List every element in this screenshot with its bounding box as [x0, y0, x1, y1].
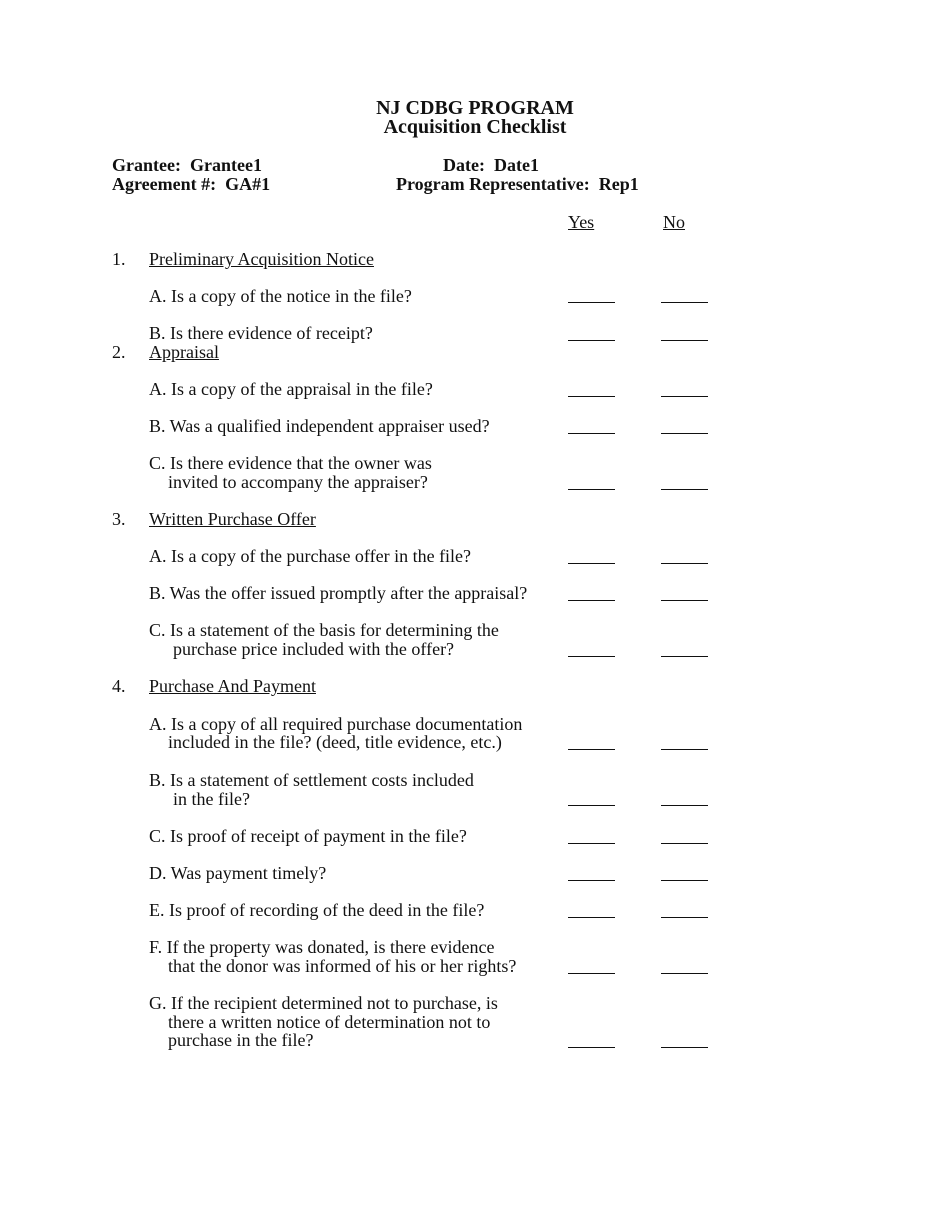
section-title: Preliminary Acquisition Notice [149, 249, 374, 269]
no-answer-blank[interactable] [661, 805, 708, 806]
question-text: B. Is there evidence of receipt? [149, 323, 373, 343]
grantee-value: Grantee1 [189, 155, 262, 175]
yes-answer-blank[interactable] [568, 749, 615, 750]
question-text: there a written notice of determination not to [168, 1012, 491, 1032]
question-text: C. Is there evidence that the owner was [149, 453, 432, 473]
program-representative-field [396, 175, 639, 193]
section-title: Purchase And Payment [149, 676, 316, 696]
yes-answer-blank[interactable] [568, 805, 615, 806]
no-answer-blank[interactable] [661, 749, 708, 750]
no-answer-blank[interactable] [661, 433, 708, 434]
question-text: that the donor was informed of his or her rights? [168, 956, 517, 976]
question-text: A. Is a copy of all required purchase documentation [149, 714, 523, 734]
date-label: Date: [443, 155, 485, 175]
question-text: purchase price included with the offer? [173, 639, 455, 659]
yes-answer-blank[interactable] [568, 1047, 615, 1048]
section-number: 1. [112, 249, 126, 269]
yes-answer-blank[interactable] [568, 917, 615, 918]
yes-answer-blank[interactable] [568, 880, 615, 881]
question-text: B. Was a qualified independent appraiser used? [149, 416, 490, 436]
question-text: G. If the recipient determined not to purchase, is [149, 993, 498, 1013]
grantee-field [112, 156, 262, 174]
section-number: 2. [112, 342, 126, 362]
question-text: F. If the property was donated, is there evidence [149, 937, 495, 957]
yes-answer-blank[interactable] [568, 433, 615, 434]
date-value: Date1 [493, 155, 539, 175]
yes-answer-blank[interactable] [568, 843, 615, 844]
question-text: E. Is proof of recording of the deed in the file? [149, 900, 485, 920]
no-answer-blank[interactable] [661, 843, 708, 844]
no-answer-blank[interactable] [661, 973, 708, 974]
yes-answer-blank[interactable] [568, 600, 615, 601]
question-text: included in the file? (deed, title evidence, etc.) [168, 732, 502, 752]
question-text: purchase in the file? [168, 1030, 314, 1050]
question-text: A. Is a copy of the purchase offer in the file? [149, 546, 472, 566]
section-title: Appraisal [149, 342, 219, 362]
date-field [443, 156, 539, 174]
question-text: C. Is proof of receipt of payment in the file? [149, 826, 467, 846]
yes-answer-blank[interactable] [568, 340, 615, 341]
question-text: invited to accompany the appraiser? [168, 472, 428, 492]
no-answer-blank[interactable] [661, 302, 708, 303]
document-subtitle: Acquisition Checklist [383, 116, 567, 138]
no-answer-blank[interactable] [661, 917, 708, 918]
question-text: in the file? [173, 789, 250, 809]
section-number: 4. [112, 676, 126, 696]
question-text: A. Is a copy of the appraisal in the file? [149, 379, 433, 399]
agreement-label: Agreement #: [112, 174, 217, 194]
yes-answer-blank[interactable] [568, 302, 615, 303]
agreement-field [112, 175, 270, 193]
no-answer-blank[interactable] [661, 340, 708, 341]
document-title: NJ CDBG PROGRAM [376, 97, 574, 119]
no-answer-blank[interactable] [661, 656, 708, 657]
agreement-value: GA#1 [225, 174, 271, 194]
no-answer-blank[interactable] [661, 563, 708, 564]
question-text: C. Is a statement of the basis for determining the [149, 620, 499, 640]
no-answer-blank[interactable] [661, 396, 708, 397]
program-representative-label: Program Representative: [396, 174, 590, 194]
yes-answer-blank[interactable] [568, 396, 615, 397]
yes-answer-blank[interactable] [568, 489, 615, 490]
question-text: D. Was payment timely? [149, 863, 327, 883]
yes-answer-blank[interactable] [568, 973, 615, 974]
yes-column-header: Yes [568, 212, 595, 232]
no-answer-blank[interactable] [661, 600, 708, 601]
section-title: Written Purchase Offer [149, 509, 316, 529]
yes-answer-blank[interactable] [568, 563, 615, 564]
question-text: A. Is a copy of the notice in the file? [149, 286, 412, 306]
question-text: B. Is a statement of settlement costs included [149, 770, 474, 790]
no-answer-blank[interactable] [661, 880, 708, 881]
yes-answer-blank[interactable] [568, 656, 615, 657]
no-column-header: No [663, 212, 685, 232]
program-representative-value: Rep1 [598, 174, 639, 194]
grantee-label: Grantee: [112, 155, 181, 175]
section-number: 3. [112, 509, 126, 529]
question-text: B. Was the offer issued promptly after the appraisal? [149, 583, 528, 603]
no-answer-blank[interactable] [661, 1047, 708, 1048]
no-answer-blank[interactable] [661, 489, 708, 490]
